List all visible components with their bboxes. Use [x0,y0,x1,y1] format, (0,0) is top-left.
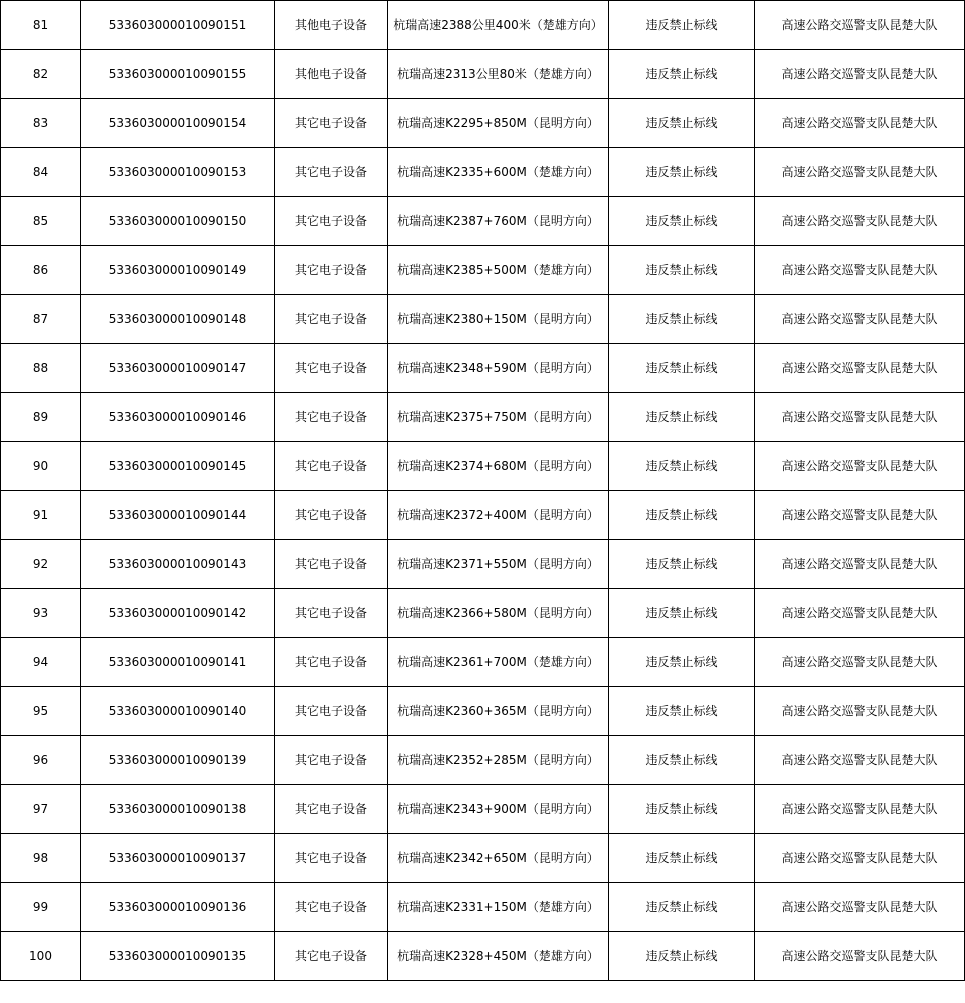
location-cell: 杭瑞高速K2366+580M（昆明方向） [388,589,609,638]
violation-type-cell: 违反禁止标线 [609,834,755,883]
location-cell: 杭瑞高速K2348+590M（昆明方向） [388,344,609,393]
device-type-cell: 其它电子设备 [275,883,388,932]
device-code-cell: 533603000010090139 [81,736,275,785]
device-code-cell: 533603000010090143 [81,540,275,589]
device-type-cell: 其它电子设备 [275,540,388,589]
location-cell: 杭瑞高速K2380+150M（昆明方向） [388,295,609,344]
device-type-cell: 其它电子设备 [275,344,388,393]
location-cell: 杭瑞高速2388公里400米（楚雄方向） [388,1,609,50]
violation-type-cell: 违反禁止标线 [609,197,755,246]
row-number-cell: 83 [1,99,81,148]
location-cell: 杭瑞高速K2375+750M（昆明方向） [388,393,609,442]
row-number-cell: 97 [1,785,81,834]
violation-type-cell: 违反禁止标线 [609,638,755,687]
violation-type-cell: 违反禁止标线 [609,491,755,540]
responsible-unit-cell: 高速公路交巡警支队昆楚大队 [755,393,965,442]
responsible-unit-cell: 高速公路交巡警支队昆楚大队 [755,687,965,736]
device-code-cell: 533603000010090137 [81,834,275,883]
device-code-cell: 533603000010090136 [81,883,275,932]
device-code-cell: 533603000010090142 [81,589,275,638]
location-cell: 杭瑞高速K2385+500M（楚雄方向） [388,246,609,295]
device-code-cell: 533603000010090140 [81,687,275,736]
violation-type-cell: 违反禁止标线 [609,687,755,736]
violation-type-cell: 违反禁止标线 [609,246,755,295]
row-number-cell: 98 [1,834,81,883]
table-row [1,785,965,834]
violation-type-cell: 违反禁止标线 [609,344,755,393]
device-code-cell: 533603000010090154 [81,99,275,148]
device-type-cell: 其它电子设备 [275,736,388,785]
table-row [1,883,965,932]
device-code-cell: 533603000010090155 [81,50,275,99]
location-cell: 杭瑞高速K2352+285M（昆明方向） [388,736,609,785]
device-type-cell: 其它电子设备 [275,99,388,148]
violation-type-cell: 违反禁止标线 [609,393,755,442]
violation-type-cell: 违反禁止标线 [609,148,755,197]
row-number-cell: 90 [1,442,81,491]
table-row [1,589,965,638]
device-type-cell: 其他电子设备 [275,50,388,99]
violation-type-cell: 违反禁止标线 [609,50,755,99]
table-row [1,687,965,736]
table-row [1,638,965,687]
device-type-cell: 其它电子设备 [275,687,388,736]
location-cell: 杭瑞高速K2328+450M（楚雄方向） [388,932,609,981]
device-code-cell: 533603000010090150 [81,197,275,246]
location-cell: 杭瑞高速K2342+650M（昆明方向） [388,834,609,883]
device-code-cell: 533603000010090146 [81,393,275,442]
device-type-cell: 其它电子设备 [275,197,388,246]
responsible-unit-cell: 高速公路交巡警支队昆楚大队 [755,491,965,540]
table-row [1,148,965,197]
location-cell: 杭瑞高速K2371+550M（昆明方向） [388,540,609,589]
violation-type-cell: 违反禁止标线 [609,883,755,932]
row-number-cell: 87 [1,295,81,344]
responsible-unit-cell: 高速公路交巡警支队昆楚大队 [755,932,965,981]
row-number-cell: 86 [1,246,81,295]
device-type-cell: 其它电子设备 [275,589,388,638]
row-number-cell: 81 [1,1,81,50]
row-number-cell: 85 [1,197,81,246]
device-type-cell: 其它电子设备 [275,491,388,540]
table-row [1,540,965,589]
row-number-cell: 94 [1,638,81,687]
violation-type-cell: 违反禁止标线 [609,442,755,491]
responsible-unit-cell: 高速公路交巡警支队昆楚大队 [755,99,965,148]
location-cell: 杭瑞高速K2295+850M（昆明方向） [388,99,609,148]
device-type-cell: 其他电子设备 [275,1,388,50]
responsible-unit-cell: 高速公路交巡警支队昆楚大队 [755,1,965,50]
device-type-cell: 其它电子设备 [275,638,388,687]
location-cell: 杭瑞高速K2360+365M（昆明方向） [388,687,609,736]
device-code-cell: 533603000010090149 [81,246,275,295]
responsible-unit-cell: 高速公路交巡警支队昆楚大队 [755,50,965,99]
violation-type-cell: 违反禁止标线 [609,785,755,834]
table-row [1,491,965,540]
responsible-unit-cell: 高速公路交巡警支队昆楚大队 [755,148,965,197]
responsible-unit-cell: 高速公路交巡警支队昆楚大队 [755,785,965,834]
device-type-cell: 其它电子设备 [275,834,388,883]
device-code-cell: 533603000010090138 [81,785,275,834]
responsible-unit-cell: 高速公路交巡警支队昆楚大队 [755,295,965,344]
location-cell: 杭瑞高速K2331+150M（楚雄方向） [388,883,609,932]
device-type-cell: 其它电子设备 [275,442,388,491]
row-number-cell: 89 [1,393,81,442]
row-number-cell: 88 [1,344,81,393]
responsible-unit-cell: 高速公路交巡警支队昆楚大队 [755,197,965,246]
device-code-cell: 533603000010090144 [81,491,275,540]
device-type-cell: 其它电子设备 [275,393,388,442]
device-type-cell: 其它电子设备 [275,148,388,197]
device-code-cell: 533603000010090151 [81,1,275,50]
row-number-cell: 99 [1,883,81,932]
table-row [1,834,965,883]
device-code-cell: 533603000010090147 [81,344,275,393]
responsible-unit-cell: 高速公路交巡警支队昆楚大队 [755,883,965,932]
device-code-cell: 533603000010090145 [81,442,275,491]
row-number-cell: 96 [1,736,81,785]
location-cell: 杭瑞高速K2374+680M（昆明方向） [388,442,609,491]
location-cell: 杭瑞高速K2361+700M（楚雄方向） [388,638,609,687]
device-type-cell: 其它电子设备 [275,785,388,834]
row-number-cell: 82 [1,50,81,99]
location-cell: 杭瑞高速K2372+400M（昆明方向） [388,491,609,540]
location-cell: 杭瑞高速K2335+600M（楚雄方向） [388,148,609,197]
device-code-cell: 533603000010090135 [81,932,275,981]
device-code-cell: 533603000010090141 [81,638,275,687]
responsible-unit-cell: 高速公路交巡警支队昆楚大队 [755,246,965,295]
location-cell: 杭瑞高速2313公里80米（楚雄方向） [388,50,609,99]
table-row [1,246,965,295]
responsible-unit-cell: 高速公路交巡警支队昆楚大队 [755,589,965,638]
device-code-cell: 533603000010090153 [81,148,275,197]
responsible-unit-cell: 高速公路交巡警支队昆楚大队 [755,638,965,687]
violation-type-cell: 违反禁止标线 [609,589,755,638]
device-type-cell: 其它电子设备 [275,246,388,295]
row-number-cell: 91 [1,491,81,540]
responsible-unit-cell: 高速公路交巡警支队昆楚大队 [755,736,965,785]
responsible-unit-cell: 高速公路交巡警支队昆楚大队 [755,442,965,491]
violation-type-cell: 违反禁止标线 [609,1,755,50]
row-number-cell: 93 [1,589,81,638]
device-code-cell: 533603000010090148 [81,295,275,344]
violation-type-cell: 违反禁止标线 [609,99,755,148]
violation-type-cell: 违反禁止标线 [609,540,755,589]
violation-type-cell: 违反禁止标线 [609,295,755,344]
responsible-unit-cell: 高速公路交巡警支队昆楚大队 [755,344,965,393]
location-cell: 杭瑞高速K2343+900M（昆明方向） [388,785,609,834]
violation-type-cell: 违反禁止标线 [609,736,755,785]
table-row [1,50,965,99]
responsible-unit-cell: 高速公路交巡警支队昆楚大队 [755,834,965,883]
table-row [1,1,965,50]
row-number-cell: 100 [1,932,81,981]
row-number-cell: 92 [1,540,81,589]
table-row [1,295,965,344]
responsible-unit-cell: 高速公路交巡警支队昆楚大队 [755,540,965,589]
table-row [1,99,965,148]
table-row [1,197,965,246]
violation-type-cell: 违反禁止标线 [609,932,755,981]
table-row [1,736,965,785]
table-row [1,932,965,981]
table-row [1,393,965,442]
table-row [1,344,965,393]
device-type-cell: 其它电子设备 [275,295,388,344]
row-number-cell: 95 [1,687,81,736]
table-body [1,1,965,981]
location-cell: 杭瑞高速K2387+760M（昆明方向） [388,197,609,246]
device-type-cell: 其它电子设备 [275,932,388,981]
table-row [1,442,965,491]
row-number-cell: 84 [1,148,81,197]
